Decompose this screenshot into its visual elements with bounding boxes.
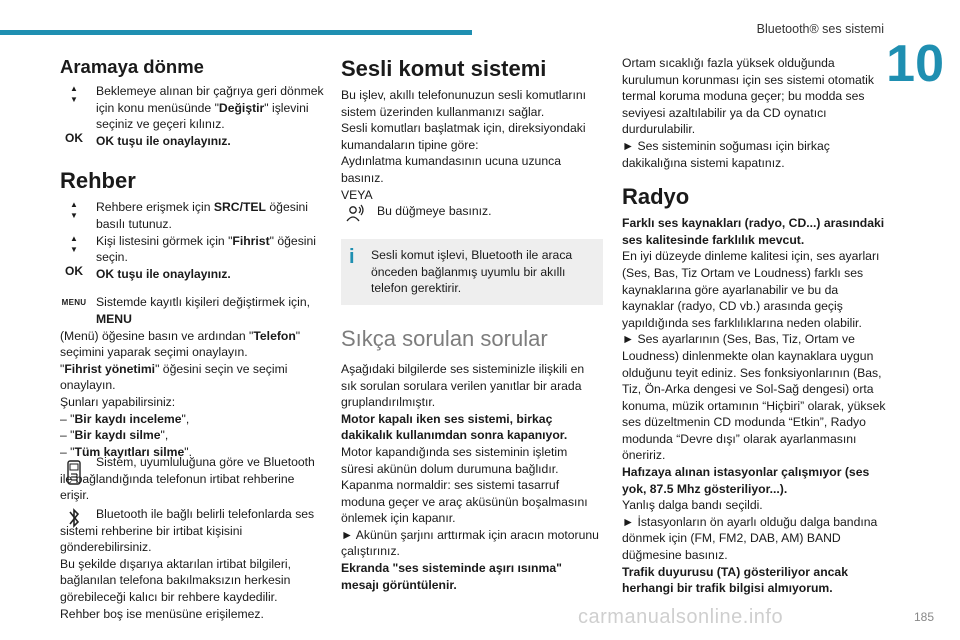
list-item-post: ". — [184, 444, 192, 459]
list-item — [60, 427, 325, 444]
menu-text-1e: " seçimini yaparak seçimi onaylayın. — [60, 328, 301, 360]
sss-question-1 — [341, 411, 603, 444]
column-left — [60, 55, 325, 622]
header-accent-bar — [0, 30, 472, 35]
watermark-text: carmanualsonline.info — [578, 606, 784, 628]
menu-text-1c: (Menü) öğesine basın ve ardından " — [60, 328, 254, 343]
ok-text-2: OK tuşu ile onaylayınız. — [96, 266, 231, 281]
rehber-text-2c: " öğesini seçin. — [96, 233, 316, 265]
menu-text-1d: Telefon — [253, 328, 296, 343]
sesli-veya: VEYA — [341, 187, 373, 202]
rehber-text-2a: Kişi listesini görmek için " — [96, 233, 233, 248]
ok-button-icon: OK — [65, 263, 83, 278]
rehber-text-2b: Fihrist — [232, 233, 270, 248]
info-text: Sesli komut işlevi, Bluetooth ile araca önceden bağlanmış uyumlu bir akıllı telefon gerektirir. — [371, 248, 573, 296]
heading-aramaya: Aramaya dönme — [60, 56, 204, 77]
heading-sesli-komut: Sesli komut sistemi — [341, 56, 547, 81]
sss-answer-1c: ► Akünün şarjını arttırmak için aracın motorunu çalıştırınız. — [341, 527, 599, 559]
menu-text-2b: Fihrist yönetimi — [64, 361, 156, 376]
list-item-post: ", — [160, 428, 169, 443]
list-item-pre: – " — [60, 428, 75, 443]
sss-answer-1b: Kapanma normaldir: ses sistemi tasarruf moduna geçer ve araç aküsünün boşalmasını önlemek için kapanır. — [341, 478, 588, 526]
section-header-title: Bluetooth® ses sistemi — [756, 22, 884, 36]
aramaya-text-b: Değiştir — [218, 100, 265, 115]
rehber-text-2 — [88, 233, 325, 266]
list-item-post: ", — [181, 411, 190, 426]
arrow-down-icon: ▼ — [70, 211, 78, 221]
menu-text-head — [88, 294, 325, 327]
list-item — [60, 411, 325, 428]
column-middle — [341, 55, 603, 593]
heading-radyo: Radyo — [622, 184, 690, 210]
bluetooth-paragraph: Bluetooth ile bağlı belirli telefonlarda ses sistemi rehberine bir irtibat kişisini gönderebilirsiniz. — [60, 507, 315, 555]
radyo-question-3 — [622, 564, 887, 597]
radyo-answer-2: Yanlış dalga bandı seçildi. — [622, 498, 763, 513]
radyo-answer-1: En iyi düzeyde dinleme kalitesi için, ses ayarları (Ses, Bas, Tiz Ortam ve Loudness) farklı ses kaynaklarına göre ayarlanabilir ve bu da kaynaklar (radyo, CD vb.) arasında geçiş yapıldığında ses farklılıklarına neden olabilir. — [622, 249, 880, 330]
info-box — [341, 239, 603, 305]
aramaya-arrows-row — [60, 83, 325, 133]
sesli-paragraph-2: Sesli komutları başlatmak için, direksiyondaki kumandaların tipine göre: — [341, 121, 586, 152]
ok-row-2 — [60, 263, 325, 283]
sss-question-1-text: Motor kapalı iken ses sistemi, birkaç dakikalık kullanımdan sonra kapanıyor. — [341, 411, 568, 443]
arrow-up-icon: ▲ — [70, 200, 78, 210]
info-inner — [349, 247, 595, 297]
sesli-paragraph-3: Aydınlatma kumandasının ucuna uzunca basınız. — [341, 154, 561, 185]
list-item-bold: Bir kaydı silme — [74, 428, 161, 443]
list-item-bold: Bir kaydı inceleme — [74, 411, 182, 426]
menu-text-2c: " öğesini seçin ve seçimi onaylayın. — [60, 361, 288, 393]
heading-sss: Sıkça sorulan sorular — [341, 325, 548, 351]
thermal-paragraph-1: Ortam sıcaklığı fazla yüksek olduğunda kurulumun korunması için ses sistemi otomatik termal koruma moduna geçer; bu modda ses seviyesi azaltılabilir ya da CD oynatıcı durdurulabilir. — [622, 56, 874, 137]
radyo-question-3-text: Trafik duyurusu (TA) gösteriliyor ancak herhangi bir trafik bilgisi almıyorum. — [622, 564, 848, 596]
page-number: 185 — [913, 610, 934, 624]
list-item-pre: – " — [60, 411, 75, 426]
menu-text-2a: " — [60, 361, 65, 376]
up-down-arrows-icon — [60, 199, 88, 221]
voice-row — [341, 203, 603, 225]
menu-button-icon: MENU — [61, 298, 87, 308]
menu-text-1b: MENU — [96, 311, 132, 326]
rehber-text-1a: Rehbere erişmek için — [96, 200, 214, 215]
voice-text: Bu düğmeye basınız. — [377, 204, 492, 219]
rehber-text-1c: öğesini basılı tutunuz. — [96, 200, 309, 231]
radyo-question-1-text: Farklı ses kaynakları (radyo, CD...) arasındaki ses kalitesinde farklılık mevcut. — [622, 216, 885, 247]
info-icon: i — [349, 246, 355, 269]
sunlari-text: Şunları yapabilirsiniz: — [60, 394, 176, 409]
menu-paragraph-2 — [60, 361, 325, 394]
sss-answer-1: Motor kapandığında ses sisteminin işletim süresi akünün dolum durumuna bağlıdır. — [341, 444, 568, 476]
ok-text-1: OK tuşu ile onaylayınız. — [96, 133, 231, 148]
sss-question-2-text: Ekranda "ses sisteminde aşırı ısınma" mesajı görüntülenir. — [341, 561, 562, 592]
list-item-pre: – " — [60, 444, 75, 459]
rehber-text-1b: SRC/TEL — [213, 200, 266, 215]
arrow-up-icon: ▲ — [70, 84, 78, 93]
list-item-bold: Tüm kayıtları silme — [74, 444, 185, 459]
thermal-paragraph-2: ► Ses sisteminin soğuması için birkaç dakikalığına sistemi kapatınız. — [622, 138, 830, 170]
voice-command-icon — [341, 203, 369, 225]
sesli-paragraph-1: Bu işlev, akıllı telefonunuzun sesli komutlarını sistem üzerinden kullanmanızı sağlar. — [341, 88, 586, 119]
phone-paragraph: Sistem, uyumluluğuna göre ve Bluetooth ile bağlandığında telefonun irtibat rehberine erişir. — [60, 455, 315, 503]
rehber-end-paragraph-1: Bu şekilde dışarıya aktarılan irtibat bilgileri, bağlanılan telefona bakılmaksızın herkesin görebileceği kalıcı bir rehbere kaydedilir. — [60, 556, 291, 605]
rehber-arrows-row-2 — [60, 233, 325, 266]
column-right — [622, 55, 887, 597]
radyo-question-2-text: Hafızaya alınan istasyonlar çalışmıyor (ses yok, 87.5 Mhz gösteriliyor...). — [622, 465, 870, 496]
aramaya-text-c: " işlevini seçiniz ve geçeri kılınız. — [96, 100, 309, 132]
rehber-arrows-row-1 — [60, 199, 325, 232]
sss-question-2 — [341, 560, 603, 593]
aramaya-text-a: Beklemeye alınan bir çağrıya geri dönmek için konu menüsünde " — [96, 84, 324, 115]
radyo-answer-2b: ► İstasyonların ön ayarlı olduğu dalga bandına dönmek için (FM, FM2, DAB, AM) BAND düğmesine basınız. — [622, 514, 878, 563]
rehber-end-paragraph-2: Rehber boş ise menüsüne erişilemez. — [60, 606, 264, 621]
ok-row-1 — [60, 130, 325, 150]
rehber-text-1 — [88, 199, 325, 232]
sss-paragraph-1: Aşağıdaki bilgilerde ses sisteminizle ilişkili en sık sorulan sorulara verilen yanıtlar bir arada gruplandırılmıştır. — [341, 361, 585, 410]
radyo-question-1 — [622, 215, 887, 248]
heading-rehber: Rehber — [60, 168, 136, 194]
arrow-down-icon: ▼ — [70, 95, 78, 104]
ok-button-icon: OK — [65, 130, 83, 145]
menu-text-1: Sistemde kayıtlı kişileri değiştirmek için, — [96, 295, 311, 310]
radyo-answer-1b: ► Ses ayarlarının (Ses, Bas, Tiz, Ortam ve Loudness) dinlenmekte olan kaynaklara uygun olduğunu teyit ediniz. Ses fonksiyonlarının (Bas, Tiz, Ön-Arka dengesi ve Sol-Sağ dengesi) orta konuma, müzik ortamının “Hiçbiri” olarak, yüksek ses düzeltmenin CD modunda “Etkin”, Radyo modunda “Devre dışı” olarak ayarlanmasını öneririz. — [622, 332, 886, 463]
chapter-number: 10 — [886, 35, 944, 93]
arrow-up-icon: ▲ — [70, 233, 78, 243]
radyo-question-2 — [622, 464, 887, 497]
up-down-arrows-icon — [60, 83, 88, 105]
arrow-down-icon: ▼ — [70, 244, 78, 254]
aramaya-text — [88, 83, 325, 133]
menu-paragraph-cont — [60, 328, 325, 361]
up-down-arrows-icon — [60, 233, 88, 255]
